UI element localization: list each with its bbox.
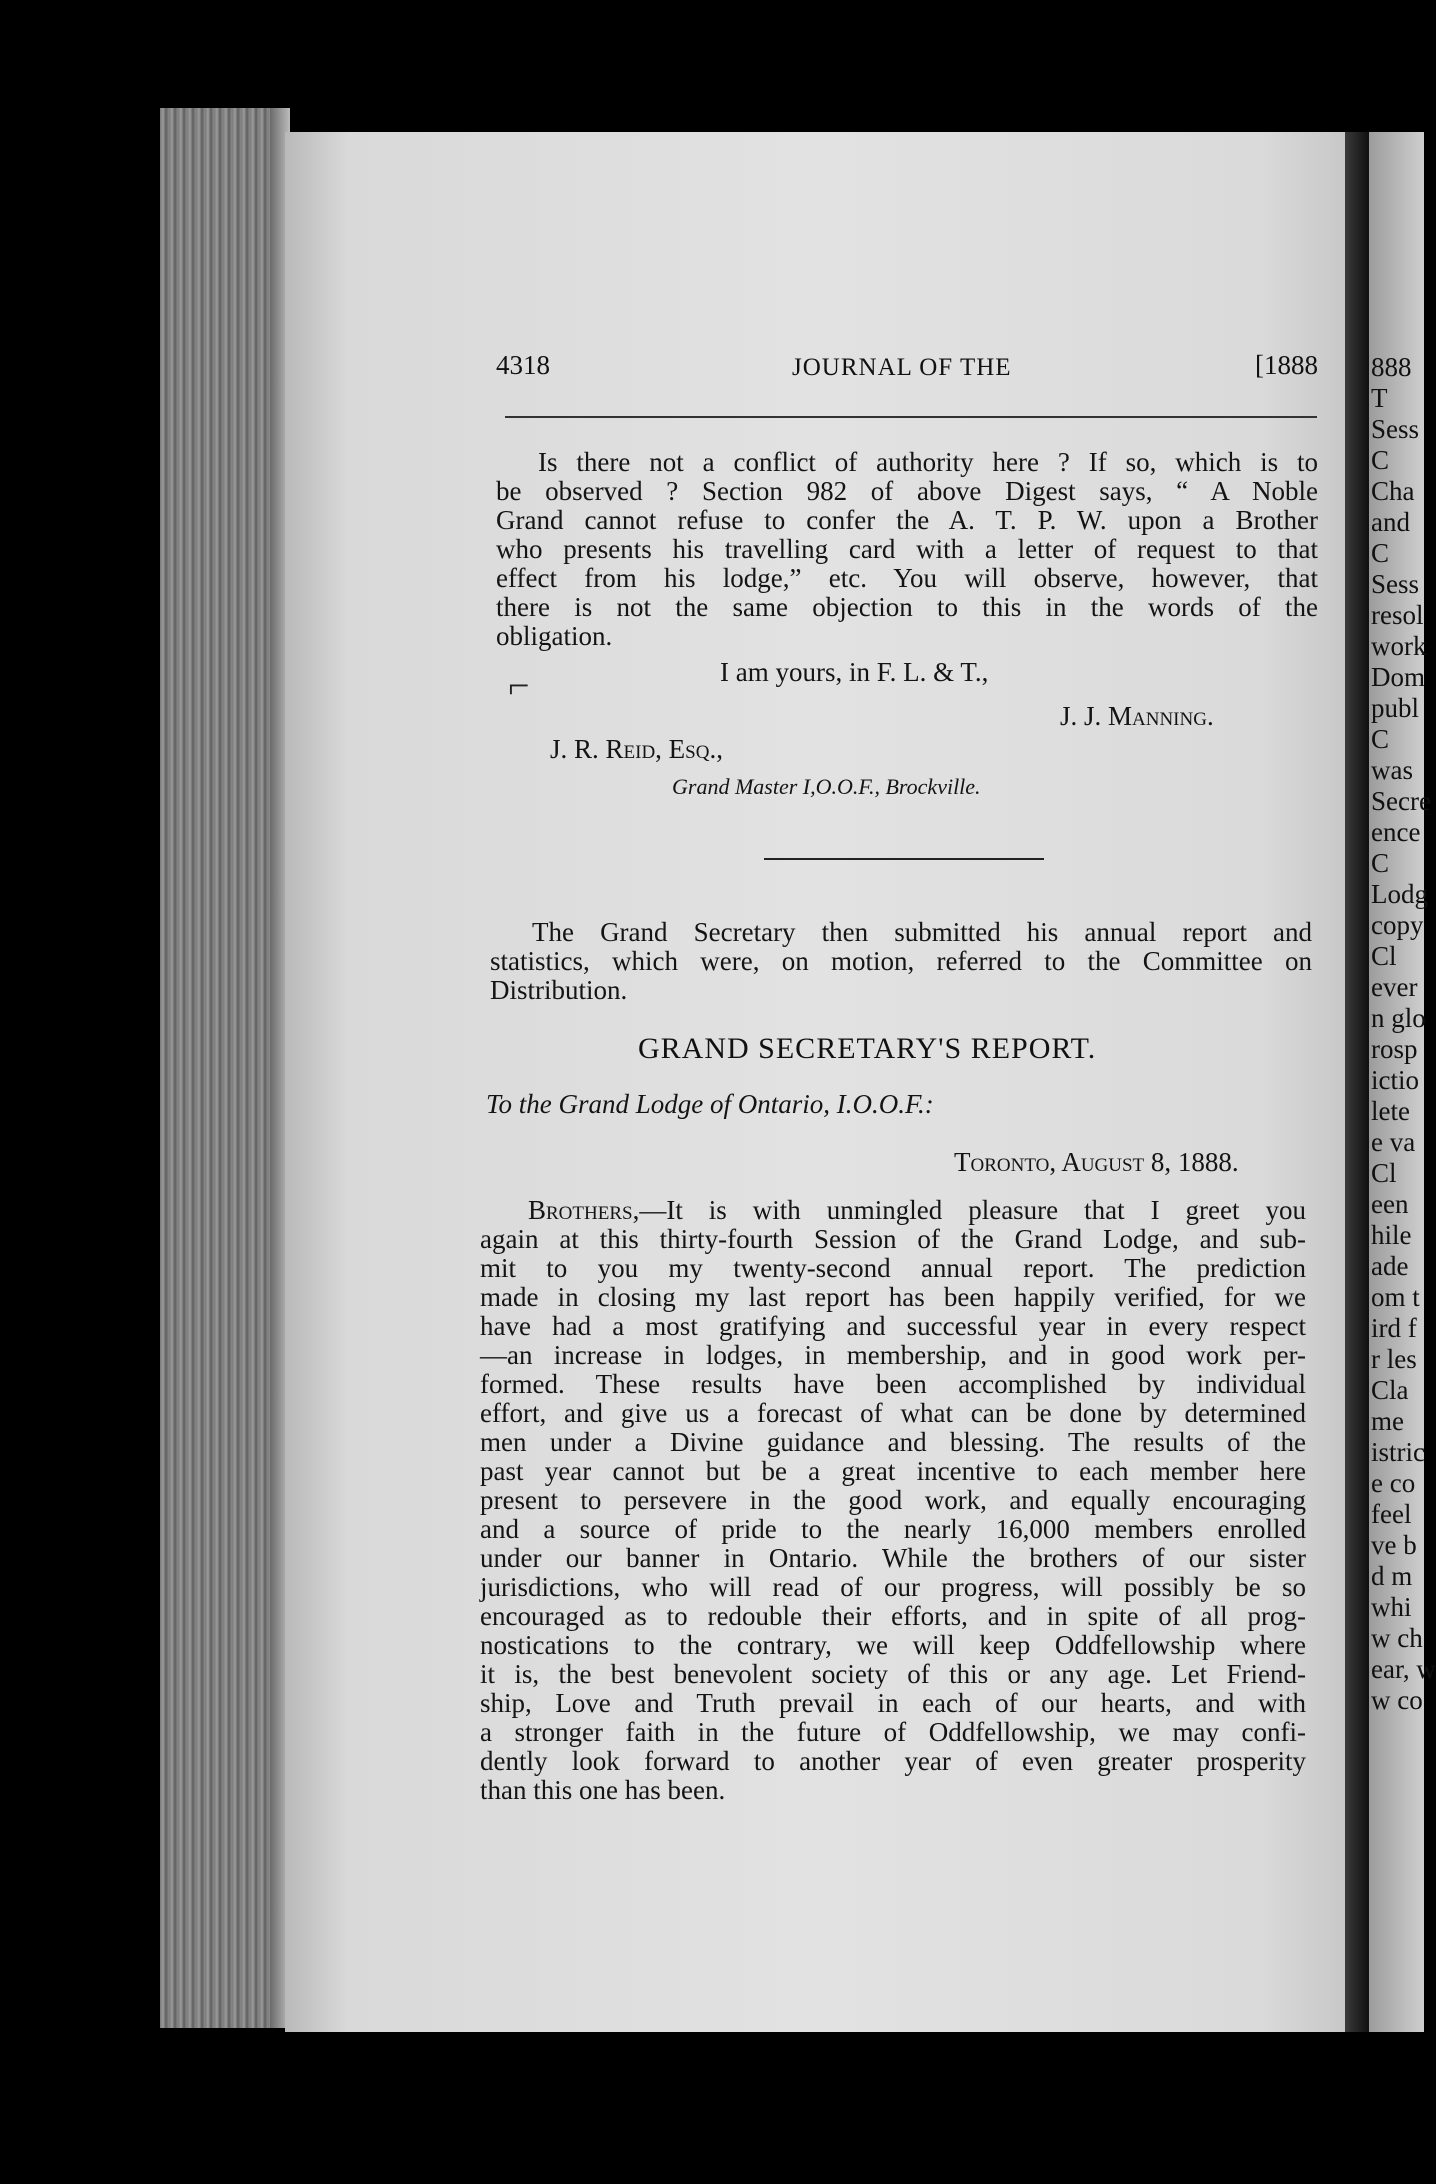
report-line: made in closing my last report has been happily verified, for we [480, 1282, 1306, 1312]
report-line: jurisdictions, who will read of our progress, will possibly be so [480, 1572, 1306, 1602]
letter-line: there is not the same objection to this in the words of the [496, 592, 1318, 622]
letter-paragraph [496, 448, 1318, 651]
facing-page-fragment: Sess [1371, 569, 1420, 599]
facing-page-fragment: and [1371, 507, 1410, 537]
facing-page-fragment: ear, w [1371, 1654, 1436, 1684]
header-year: [1888 [1255, 350, 1318, 380]
running-title: JOURNAL OF THE [792, 354, 1012, 381]
letter-line: who presents his travelling card with a letter of request to that [496, 534, 1318, 564]
facing-page-fragment: resol [1371, 600, 1424, 630]
facing-page-fragment: C [1371, 848, 1390, 878]
report-line: a stronger faith in the future of Oddfellowship, we may confi- [480, 1717, 1306, 1747]
report-line: again at this thirty-fourth Session of the Grand Lodge, and sub- [480, 1224, 1306, 1254]
report-dateline: Toronto, August 8, 1888. [954, 1147, 1239, 1177]
letter-closing: I am yours, in F. L. & T., [720, 657, 989, 687]
page-number: 4318 [496, 350, 550, 380]
facing-page-fragment: e va [1371, 1127, 1416, 1157]
facing-page-fragment: n glo [1371, 1003, 1426, 1033]
facing-page-fragment: Lodg [1371, 879, 1428, 909]
minutes-paragraph [490, 918, 1312, 1005]
facing-page-fragment: ence [1371, 817, 1421, 847]
report-line: have had a most gratifying and successful year in every respect [480, 1311, 1306, 1341]
report-line: —It is with unmingled pleasure that I greet you [639, 1195, 1306, 1225]
letter-line: Is there not a conflict of authority here ? If so, which is to [538, 447, 1318, 477]
facing-page-fragment: ictio [1371, 1065, 1419, 1095]
letter-line: be observed ? Section 982 of above Digest says, “ A Noble [496, 476, 1318, 506]
minutes-line: Distribution. [490, 975, 628, 1005]
facing-page-fragment: Cl [1371, 1158, 1397, 1188]
report-line: it is, the best benevolent society of this or any age. Let Friend- [480, 1659, 1306, 1689]
report-paragraph [480, 1196, 1306, 1805]
report-line: dently look forward to another year of even greater prosperity [480, 1746, 1306, 1776]
facing-page-fragment: ird f [1371, 1313, 1417, 1343]
report-line: encouraged as to redouble their efforts, and in spite of all prog- [480, 1601, 1306, 1631]
facing-page-fragment: me [1371, 1406, 1404, 1436]
report-opening-word: Brothers, [528, 1195, 640, 1225]
letter-line: Grand cannot refuse to confer the A. T. P. W. upon a Brother [496, 505, 1318, 535]
running-header [496, 350, 1318, 390]
report-line: ship, Love and Truth prevail in each of our hearts, and with [480, 1688, 1306, 1718]
facing-page-fragment: ve b [1371, 1530, 1417, 1560]
report-line: formed. These results have been accomplished by individual [480, 1369, 1306, 1399]
minutes-line: The Grand Secretary then submitted his annual report and [532, 917, 1312, 947]
report-line: men under a Divine guidance and blessing. The results of the [480, 1427, 1306, 1457]
facing-page-fragment: whi [1371, 1592, 1412, 1622]
facing-page-fragment: was [1371, 755, 1413, 785]
facing-page-fragment: istric [1371, 1437, 1425, 1467]
facing-page-fragment: Secre [1371, 786, 1431, 816]
facing-page-fragment: een [1371, 1189, 1409, 1219]
facing-page-fragment: work [1371, 631, 1427, 661]
report-heading: GRAND SECRETARY'S REPORT. [638, 1032, 1097, 1065]
facing-page-fragment: C [1371, 724, 1390, 754]
facing-page-fragment: lete [1371, 1096, 1410, 1126]
letter-line: effect from his lodge,” etc. You will observe, however, that [496, 563, 1318, 593]
report-line: nostications to the contrary, we will keep Oddfellowship where [480, 1630, 1306, 1660]
report-line: present to persevere in the good work, and equally encouraging [480, 1485, 1306, 1515]
facing-page-fragment: rosp [1371, 1034, 1418, 1064]
book-page-edges [160, 108, 290, 2028]
facing-page-fragment: C [1371, 538, 1390, 568]
facing-page-fragment: C [1371, 445, 1390, 475]
facing-page-fragment: om t [1371, 1282, 1420, 1312]
facing-page-fragment: e co [1371, 1468, 1416, 1498]
report-line: effort, and give us a forecast of what can be done by determined [480, 1398, 1306, 1428]
facing-page-fragment: w ch [1371, 1623, 1423, 1653]
minutes-line: statistics, which were, on motion, referred to the Committee on [490, 946, 1312, 976]
report-line: past year cannot but be a great incentive to each member here [480, 1456, 1306, 1486]
facing-page-fragment: r les [1371, 1344, 1417, 1374]
report-line: than this one has been. [480, 1775, 726, 1805]
report-line: under our banner in Ontario. While the brothers of our sister [480, 1543, 1306, 1573]
letter-line: obligation. [496, 621, 613, 651]
letter-signature: J. J. Manning. [1060, 701, 1214, 731]
facing-page-fragment: Dom [1371, 662, 1425, 692]
facing-page-fragment: d m [1371, 1561, 1413, 1591]
addressee-title: Grand Master I,O.O.F., Brockville. [672, 774, 981, 799]
facing-page-fragment: Cl [1371, 941, 1397, 971]
facing-page-fragment: ade [1371, 1251, 1409, 1281]
facing-page-fragment: publ [1371, 693, 1420, 723]
report-line: and a source of pride to the nearly 16,000 members enrolled [480, 1514, 1306, 1544]
pen-mark: ⌐ [508, 665, 530, 707]
facing-page-fragment: Cla [1371, 1375, 1409, 1405]
facing-page-fragment: feel [1371, 1499, 1412, 1529]
facing-page-fragment: copy [1371, 910, 1424, 940]
section-divider [764, 858, 1044, 860]
report-line: mit to you my twenty-second annual report. The prediction [480, 1253, 1306, 1283]
report-salutation: To the Grand Lodge of Ontario, I.O.O.F.: [486, 1089, 934, 1119]
facing-page-fragment: ever [1371, 972, 1418, 1002]
facing-page-fragment: Cha [1371, 476, 1415, 506]
facing-page-fragment: 888 [1371, 352, 1412, 382]
facing-page-fragment: Sess [1371, 414, 1420, 444]
facing-page-fragment: hile [1371, 1220, 1412, 1250]
book-gutter [1345, 132, 1369, 2032]
facing-page-fragment: T [1371, 383, 1388, 413]
facing-page-fragment: w co [1371, 1685, 1423, 1715]
report-line: —an increase in lodges, in membership, and in good work per- [480, 1340, 1306, 1370]
letter-addressee: J. R. Reid, Esq., [550, 734, 723, 764]
facing-page [1369, 132, 1436, 2032]
header-rule [505, 416, 1317, 418]
